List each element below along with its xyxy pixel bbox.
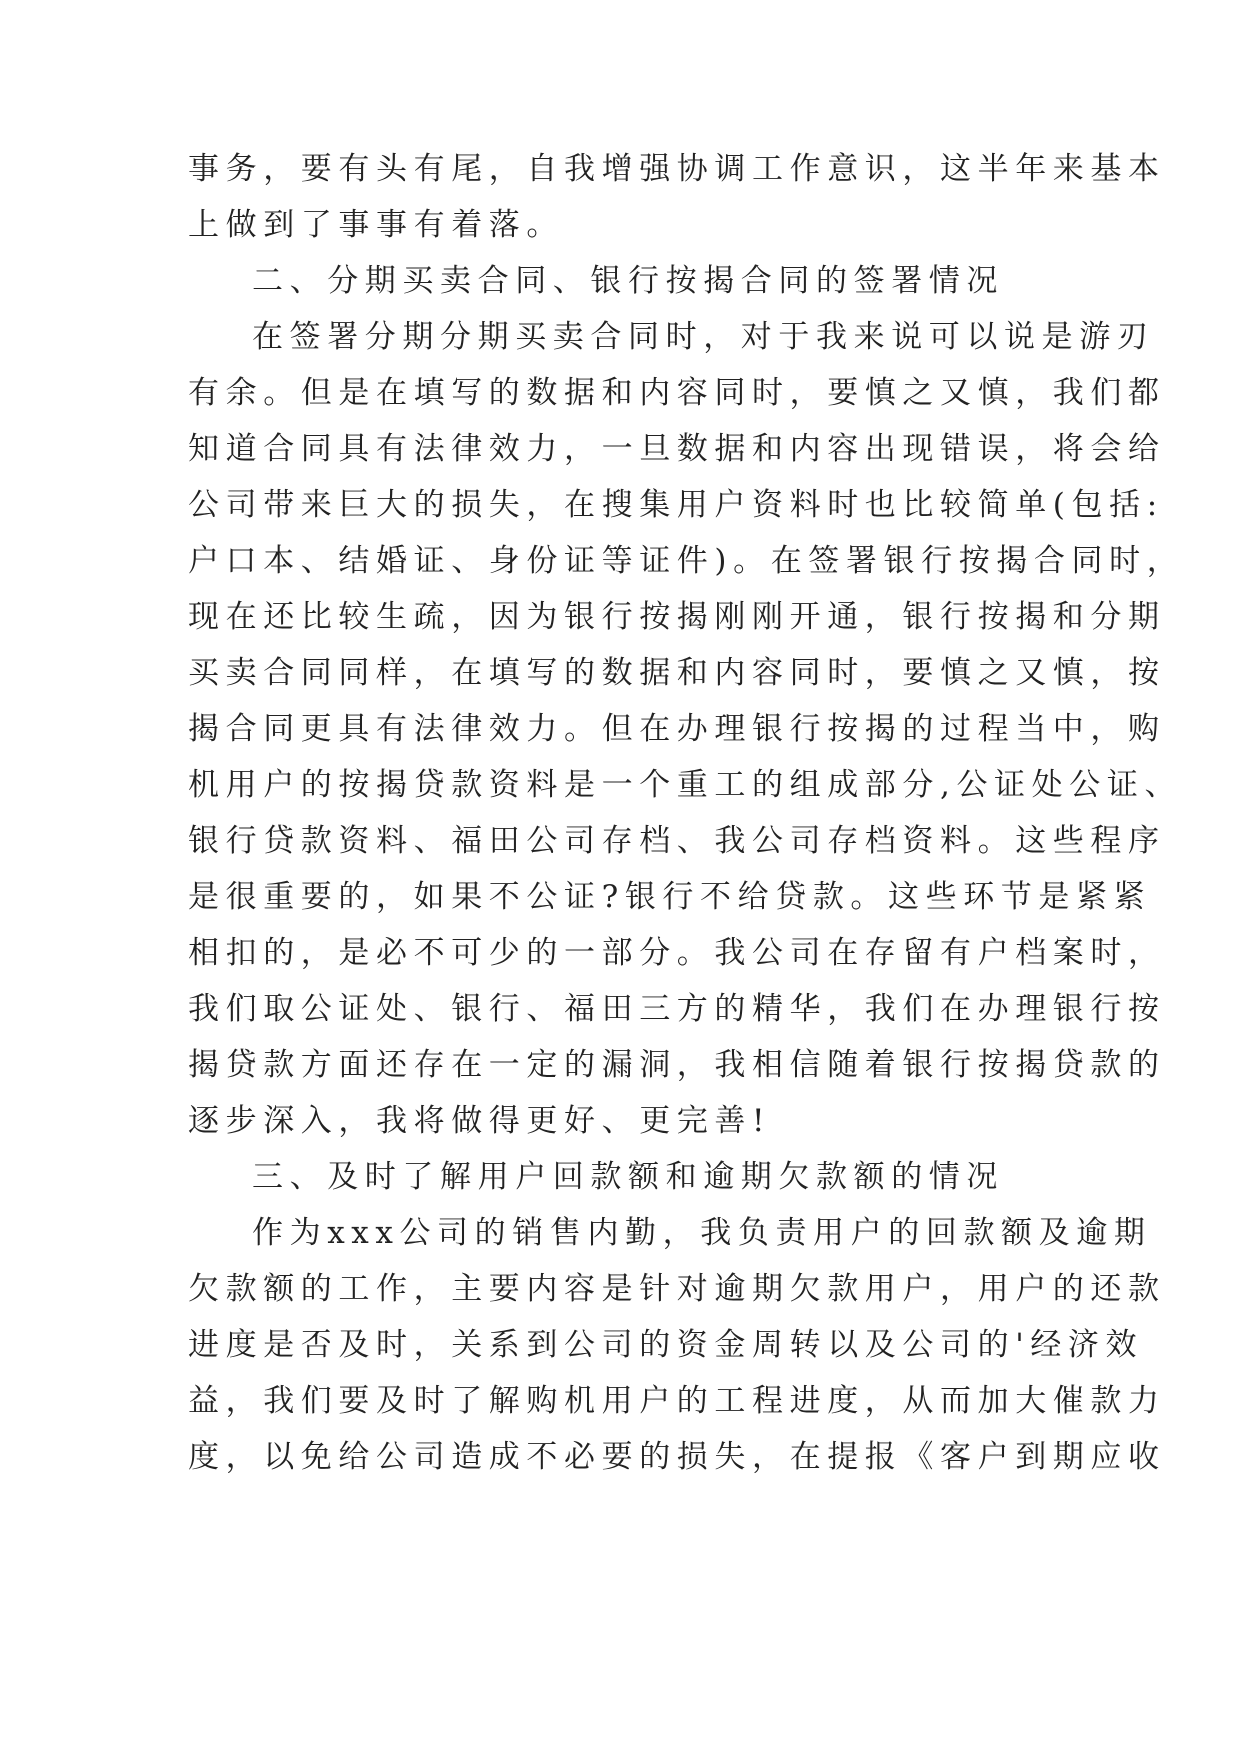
text-line: 相扣的，是必不可少的一部分。我公司在存留有户档案时， bbox=[188, 935, 1166, 971]
text-line: 公司带来巨大的损失，在搜集用户资料时也比较简单(包括: bbox=[188, 487, 1164, 523]
text-line: 银行贷款资料、福田公司存档、我公司存档资料。这些程序 bbox=[188, 823, 1166, 859]
text-line: 买卖合同同样，在填写的数据和内容同时，要慎之又慎，按 bbox=[188, 655, 1166, 691]
text-line: 欠款额的工作，主要内容是针对逾期欠款用户，用户的还款 bbox=[188, 1271, 1166, 1307]
text-line: 在签署分期分期买卖合同时，对于我来说可以说是游刃 bbox=[252, 319, 1155, 355]
text-line: 揭贷款方面还存在一定的漏洞，我相信随着银行按揭贷款的 bbox=[188, 1047, 1166, 1083]
section-heading: 三、及时了解用户回款额和逾期欠款额的情况 bbox=[252, 1159, 1004, 1195]
text-line: 度，以免给公司造成不必要的损失，在提报《客户到期应收 bbox=[188, 1439, 1166, 1475]
section-heading: 二、分期买卖合同、银行按揭合同的签署情况 bbox=[252, 263, 1004, 299]
text-line: 作为xxx公司的销售内勤，我负责用户的回款额及逾期 bbox=[252, 1215, 1152, 1251]
text-line: 上做到了事事有着落。 bbox=[188, 207, 564, 243]
text-line: 户口本、结婚证、身份证等证件)。在签署银行按揭合同时， bbox=[188, 543, 1185, 579]
text-line: 益，我们要及时了解购机用户的工程进度，从而加大催款力 bbox=[188, 1383, 1166, 1419]
text-line: 进度是否及时，关系到公司的资金周转以及公司的'经济效 bbox=[188, 1327, 1144, 1363]
text-line: 现在还比较生疏，因为银行按揭刚刚开通，银行按揭和分期 bbox=[188, 599, 1166, 635]
text-line: 是很重要的，如果不公证?银行不给贷款。这些环节是紧紧 bbox=[188, 879, 1152, 915]
text-line: 我们取公证处、银行、福田三方的精华，我们在办理银行按 bbox=[188, 991, 1166, 1027]
text-line: 揭合同更具有法律效力。但在办理银行按揭的过程当中，购 bbox=[188, 711, 1166, 747]
text-line: 有余。但是在填写的数据和内容同时，要慎之又慎，我们都 bbox=[188, 375, 1166, 411]
text-line: 逐步深入，我将做得更好、更完善! bbox=[188, 1103, 772, 1139]
text-line: 事务，要有头有尾，自我增强协调工作意识，这半年来基本 bbox=[188, 151, 1166, 187]
text-line: 知道合同具有法律效力，一旦数据和内容出现错误，将会给 bbox=[188, 431, 1166, 467]
text-line: 机用户的按揭贷款资料是一个重工的组成部分,公证处公证、 bbox=[188, 767, 1183, 803]
